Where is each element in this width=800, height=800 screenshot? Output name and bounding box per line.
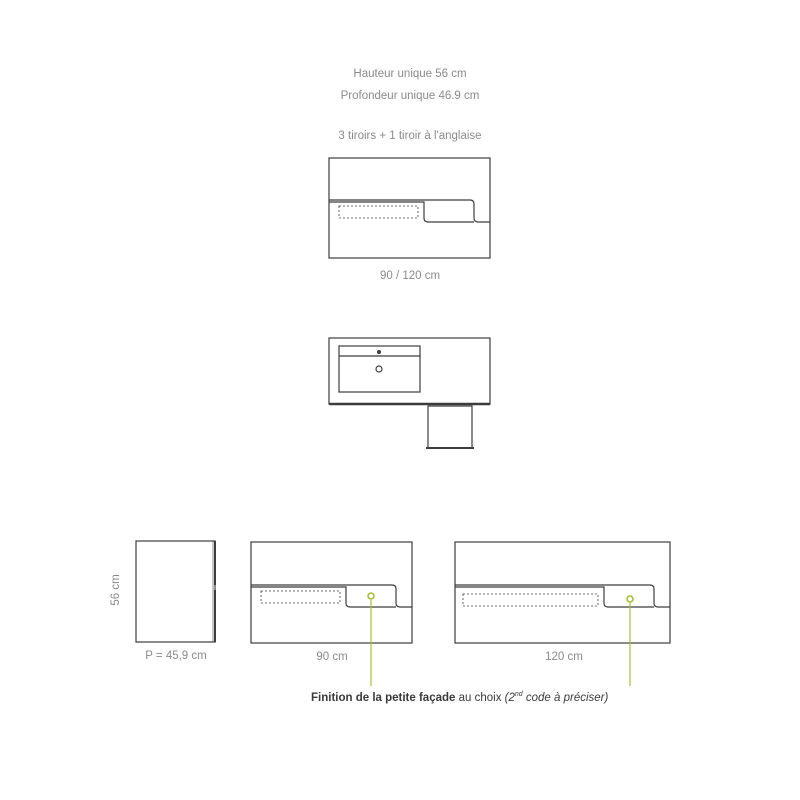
basin-view (329, 338, 490, 448)
finish-note (311, 691, 608, 704)
front-120-outline (455, 542, 670, 643)
depth-spec: Profondeur unique 46.9 cm (340, 90, 480, 102)
side-view (136, 541, 215, 642)
front-120-view (455, 542, 670, 643)
hidden-drawer-dashed (339, 206, 418, 218)
finish-note-bold: Finition de la petite façade (311, 691, 456, 704)
basin-cabinet-outline (329, 338, 490, 404)
drawers-spec: 3 tiroirs + 1 tiroir à l'anglaise (338, 130, 482, 142)
drawer-split-line (329, 200, 490, 222)
marker-90-icon (368, 593, 374, 599)
front-view-generic (329, 158, 490, 258)
finish-note-sup: nd (514, 691, 523, 698)
front-90-split (251, 585, 412, 607)
side-depth-label: P = 45,9 cm (145, 650, 207, 662)
pedestal (428, 406, 472, 448)
top-width-label: 90 / 120 cm (379, 270, 441, 282)
front-120-split (455, 585, 670, 607)
finish-note-normal: au choix (455, 691, 505, 704)
side-height-label: 56 cm (110, 574, 122, 606)
front-90-dashed (261, 591, 340, 603)
front-90-width-label: 90 cm (316, 651, 348, 663)
side-outline (136, 541, 215, 642)
front-120-width-label: 120 cm (545, 651, 583, 663)
front-90-outline (251, 542, 412, 643)
small-facade-outline (329, 202, 474, 222)
cabinet-outline (329, 158, 490, 258)
tap-hole (378, 351, 381, 354)
height-spec: Hauteur unique 56 cm (353, 68, 467, 80)
front-120-small-facade (455, 587, 654, 607)
finish-note-italic-rest: code à préciser) (522, 691, 609, 704)
marker-120-icon (627, 596, 633, 602)
front-90-view (251, 542, 412, 643)
front-120-dashed (463, 594, 598, 606)
finish-note-italic-open: (2 (504, 691, 515, 704)
drain-hole (376, 366, 382, 372)
